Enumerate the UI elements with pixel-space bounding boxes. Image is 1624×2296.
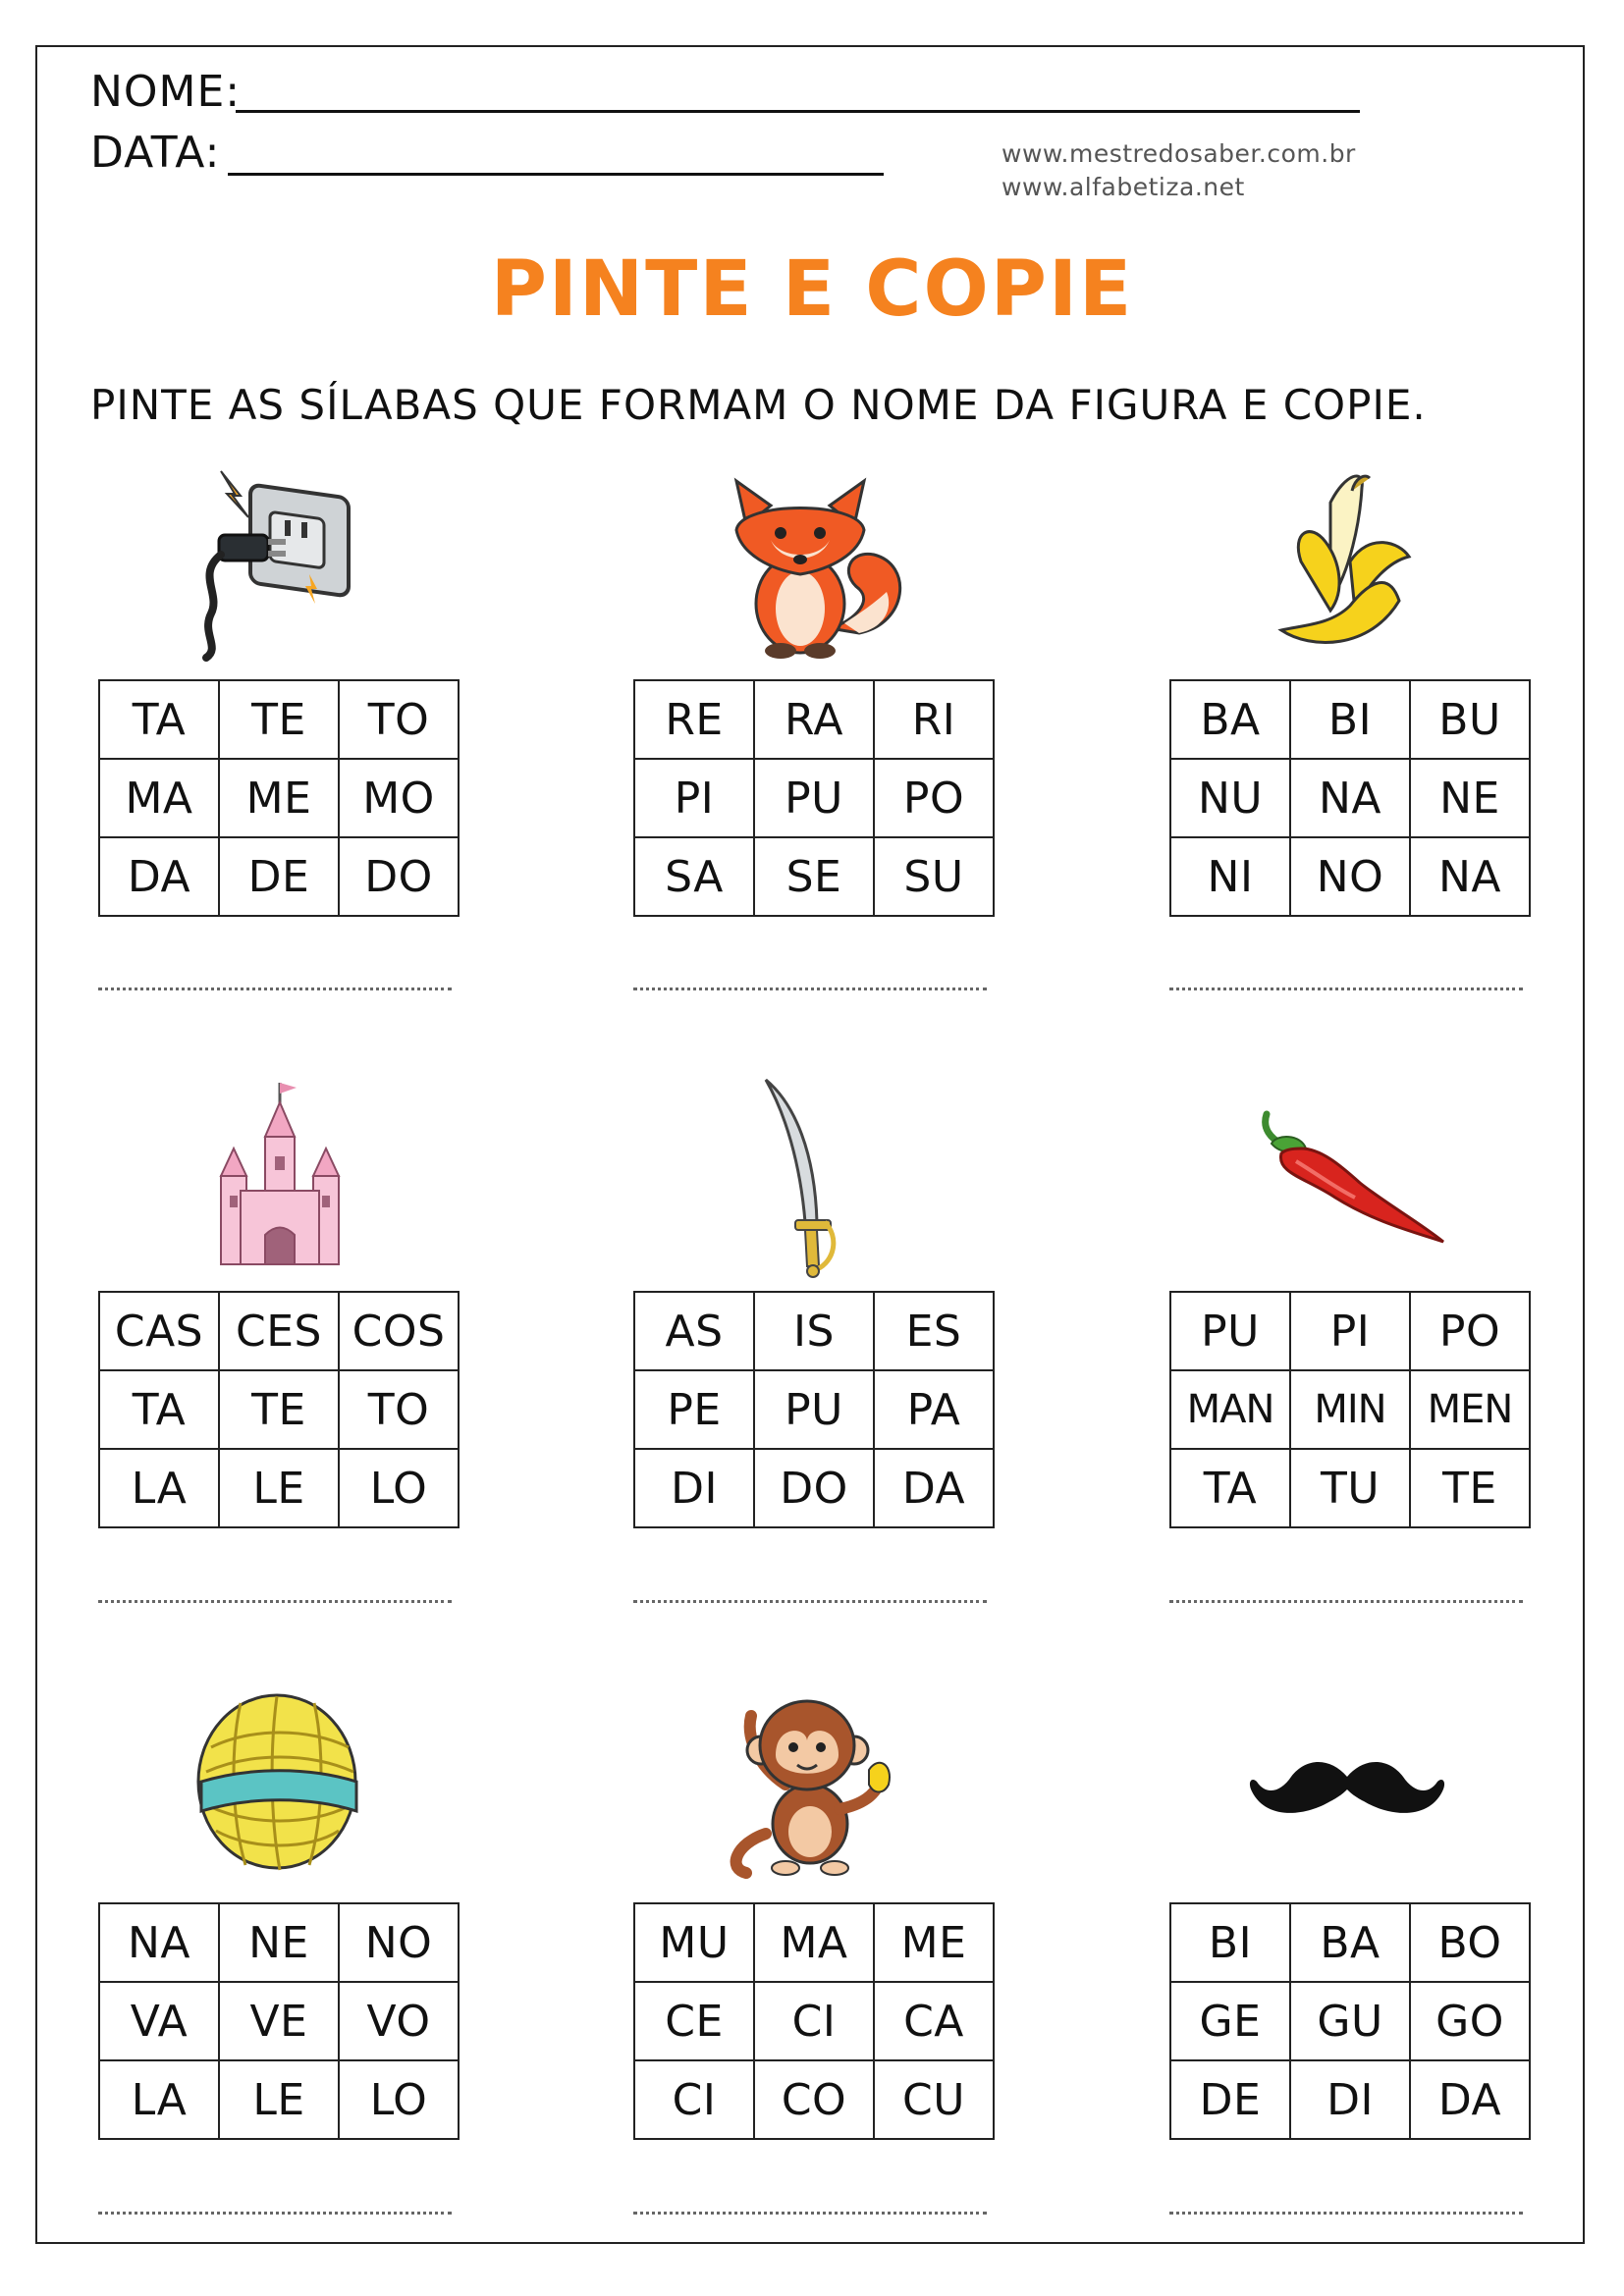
syllable-cell[interactable]: AS [634, 1292, 754, 1370]
syllable-grid-8 [633, 1902, 995, 2140]
syllable-cell[interactable]: TA [99, 1370, 219, 1449]
syllable-cell[interactable]: MIN [1290, 1370, 1410, 1449]
syllable-cell[interactable]: ES [874, 1292, 994, 1370]
syllable-cell[interactable]: BA [1170, 680, 1290, 759]
syllable-cell[interactable]: GO [1410, 1982, 1530, 2060]
syllable-cell[interactable]: VO [339, 1982, 459, 2060]
syllable-grid-5 [633, 1291, 995, 1528]
syllable-cell[interactable]: PU [1170, 1292, 1290, 1370]
answer-line-9[interactable] [1169, 2212, 1523, 2215]
syllable-cell[interactable]: DO [339, 837, 459, 916]
syllable-cell[interactable]: MAN [1170, 1370, 1290, 1449]
syllable-cell[interactable]: MU [634, 1903, 754, 1982]
yarn-ball-icon [191, 1688, 363, 1880]
syllable-cell[interactable]: BU [1410, 680, 1530, 759]
syllable-cell[interactable]: DO [754, 1449, 874, 1527]
syllable-cell[interactable]: CI [634, 2060, 754, 2139]
syllable-cell[interactable]: IS [754, 1292, 874, 1370]
name-field[interactable] [236, 110, 1360, 113]
syllable-cell[interactable]: NO [339, 1903, 459, 1982]
syllable-cell[interactable]: TE [219, 680, 339, 759]
page-title: PINTE E COPIE [490, 245, 1134, 334]
syllable-cell[interactable]: ME [874, 1903, 994, 1982]
syllable-cell[interactable]: PO [1410, 1292, 1530, 1370]
syllable-cell[interactable]: ME [219, 759, 339, 837]
syllable-cell[interactable]: CES [219, 1292, 339, 1370]
syllable-grid-3 [1169, 679, 1531, 917]
syllable-cell[interactable]: DI [1290, 2060, 1410, 2139]
syllable-cell[interactable]: BO [1410, 1903, 1530, 1982]
answer-line-3[interactable] [1169, 988, 1523, 990]
syllable-grid-1 [98, 679, 460, 917]
syllable-cell[interactable]: DE [1170, 2060, 1290, 2139]
syllable-cell[interactable]: NE [1410, 759, 1530, 837]
syllable-cell[interactable]: NI [1170, 837, 1290, 916]
syllable-cell[interactable]: DA [1410, 2060, 1530, 2139]
sword-icon [756, 1075, 874, 1281]
syllable-cell[interactable]: VA [99, 1982, 219, 2060]
answer-line-7[interactable] [98, 2212, 452, 2215]
syllable-cell[interactable]: PE [634, 1370, 754, 1449]
syllable-cell[interactable]: PO [874, 759, 994, 837]
syllable-cell[interactable]: PI [634, 759, 754, 837]
syllable-cell[interactable]: SU [874, 837, 994, 916]
answer-line-5[interactable] [633, 1600, 987, 1603]
date-field[interactable] [228, 173, 884, 176]
syllable-grid-6 [1169, 1291, 1531, 1528]
answer-line-6[interactable] [1169, 1600, 1523, 1603]
monkey-icon [717, 1686, 913, 1883]
syllable-cell[interactable]: CU [874, 2060, 994, 2139]
syllable-cell[interactable]: DI [634, 1449, 754, 1527]
syllable-cell[interactable]: MA [99, 759, 219, 837]
syllable-cell[interactable]: NE [219, 1903, 339, 1982]
site-link-mestredosaber[interactable]: www.mestredosaber.com.br [1001, 139, 1356, 168]
syllable-grid-7 [98, 1902, 460, 2140]
syllable-cell[interactable]: NO [1290, 837, 1410, 916]
syllable-cell[interactable]: CE [634, 1982, 754, 2060]
syllable-cell[interactable]: MA [754, 1903, 874, 1982]
syllable-cell[interactable]: RI [874, 680, 994, 759]
syllable-cell[interactable]: LO [339, 1449, 459, 1527]
syllable-cell[interactable]: PU [754, 759, 874, 837]
syllable-cell[interactable]: MEN [1410, 1370, 1530, 1449]
syllable-cell[interactable]: NU [1170, 759, 1290, 837]
syllable-cell[interactable]: DA [99, 837, 219, 916]
syllable-cell[interactable]: PU [754, 1370, 874, 1449]
syllable-cell[interactable]: LA [99, 1449, 219, 1527]
syllable-cell[interactable]: CAS [99, 1292, 219, 1370]
syllable-cell[interactable]: CI [754, 1982, 874, 2060]
answer-line-2[interactable] [633, 988, 987, 990]
fox-icon [712, 466, 918, 663]
answer-line-4[interactable] [98, 1600, 452, 1603]
syllable-cell[interactable]: BI [1170, 1903, 1290, 1982]
syllable-cell[interactable]: TO [339, 680, 459, 759]
syllable-cell[interactable]: TA [1170, 1449, 1290, 1527]
syllable-grid-4 [98, 1291, 460, 1528]
syllable-cell[interactable]: RE [634, 680, 754, 759]
syllable-cell[interactable]: BI [1290, 680, 1410, 759]
syllable-cell[interactable]: GU [1290, 1982, 1410, 2060]
mustache-icon [1247, 1752, 1448, 1826]
site-link-alfabetiza[interactable]: www.alfabetiza.net [1001, 173, 1245, 201]
syllable-cell[interactable]: NA [1290, 759, 1410, 837]
answer-line-1[interactable] [98, 988, 452, 990]
syllable-cell[interactable]: TO [339, 1370, 459, 1449]
instruction-text: PINTE AS SÍLABAS QUE FORMAM O NOME DA FIGURA E COPIE. [90, 381, 1427, 429]
syllable-cell[interactable]: PA [874, 1370, 994, 1449]
syllable-cell[interactable]: LE [219, 2060, 339, 2139]
pepper-icon [1247, 1104, 1453, 1252]
banana-icon [1272, 463, 1429, 660]
name-label: NOME: [90, 67, 242, 117]
syllable-cell[interactable]: GE [1170, 1982, 1290, 2060]
syllable-cell[interactable]: SE [754, 837, 874, 916]
syllable-cell[interactable]: MO [339, 759, 459, 837]
date-label: DATA: [90, 128, 221, 178]
syllable-cell[interactable]: CO [754, 2060, 874, 2139]
syllable-cell[interactable]: RA [754, 680, 874, 759]
syllable-cell[interactable]: PI [1290, 1292, 1410, 1370]
syllable-grid-2 [633, 679, 995, 917]
syllable-cell[interactable]: CA [874, 1982, 994, 2060]
syllable-cell[interactable]: NA [1410, 837, 1530, 916]
syllable-cell[interactable]: DA [874, 1449, 994, 1527]
castle-icon [206, 1078, 353, 1274]
syllable-cell[interactable]: SA [634, 837, 754, 916]
syllable-cell[interactable]: DE [219, 837, 339, 916]
syllable-cell[interactable]: LO [339, 2060, 459, 2139]
syllable-grid-9 [1169, 1902, 1531, 2140]
power-outlet-plug-icon [191, 466, 368, 663]
syllable-cell[interactable]: TE [219, 1370, 339, 1449]
syllable-cell[interactable]: TE [1410, 1449, 1530, 1527]
syllable-cell[interactable]: COS [339, 1292, 459, 1370]
syllable-cell[interactable]: LE [219, 1449, 339, 1527]
syllable-cell[interactable]: BA [1290, 1903, 1410, 1982]
syllable-cell[interactable]: TA [99, 680, 219, 759]
syllable-cell[interactable]: TU [1290, 1449, 1410, 1527]
answer-line-8[interactable] [633, 2212, 987, 2215]
syllable-cell[interactable]: LA [99, 2060, 219, 2139]
syllable-cell[interactable]: NA [99, 1903, 219, 1982]
syllable-cell[interactable]: VE [219, 1982, 339, 2060]
